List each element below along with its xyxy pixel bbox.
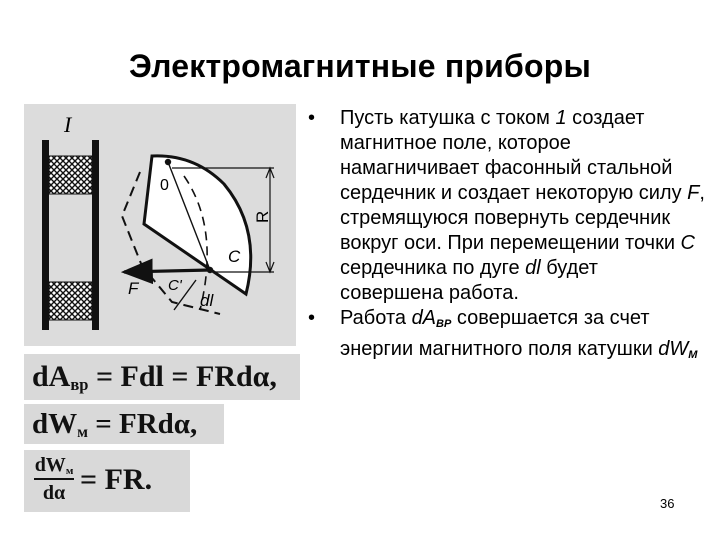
fraction-numerator-sub: м — [65, 464, 74, 477]
slide-title: Электромагнитные приборы — [129, 48, 591, 84]
bullet-text-run: ВР — [436, 317, 452, 330]
bullet-text-run: Работа — [340, 307, 412, 329]
bullet-item — [306, 306, 706, 368]
bullet-text-run: , стремящуюся повернуть сердечник вокруг оси. При перемещении точки — [340, 182, 705, 254]
formula-work-lhs-sub: вр — [70, 375, 89, 395]
bullet-text-run: сердечника по дуге — [340, 257, 526, 279]
force-label: F — [128, 279, 139, 298]
formula-work-lhs: dA — [32, 360, 71, 393]
bullet-text-run: dl — [525, 257, 541, 279]
bullet-text-run: М — [688, 348, 698, 361]
bullet-text-run: dA — [411, 307, 437, 329]
coil-drawing — [42, 140, 99, 330]
formula-derivative — [24, 450, 190, 512]
fraction — [34, 454, 74, 505]
electromagnet-diagram — [24, 104, 296, 346]
bullet-text-run: 1 — [555, 107, 567, 129]
bullet-text-run: будет совершена работа. — [340, 257, 598, 304]
bullet-dot: • — [308, 107, 316, 129]
diagram-svg — [24, 104, 296, 346]
fraction-numerator: dW — [34, 454, 66, 476]
bullet-text-run: Пусть катушка с током — [340, 107, 556, 129]
bullet-list — [306, 106, 706, 368]
formula-work-rhs: = Fdl = FRdα, — [88, 360, 277, 393]
formula-derivative-rhs: = FR. — [80, 463, 153, 496]
axis-label: 0 — [160, 177, 169, 194]
bullet-text-run: совершается за счет энергии магнитного поля катушки — [340, 307, 659, 360]
coil-label: I — [64, 112, 72, 137]
formula-energy-lhs-sub: м — [77, 423, 88, 441]
steel-core — [122, 156, 274, 314]
point-c-prime-label: C' — [168, 277, 182, 294]
bullet-text-run: F — [687, 182, 700, 204]
radius-label: R — [253, 210, 272, 223]
fraction-denominator: dα — [42, 482, 66, 504]
formula-energy-lhs: dW — [32, 408, 78, 440]
bullet-dot: • — [308, 307, 316, 329]
bullet-text-run: создает магнитное поле, которое намагничивает фасонный стальной сердечник и создает некоторую силу — [340, 107, 688, 204]
bullet-item — [306, 106, 706, 306]
formula-energy — [24, 404, 224, 444]
bullet-text-run: С — [680, 232, 695, 254]
formula-energy-rhs: = FRdα, — [88, 408, 198, 440]
formula-work — [24, 354, 300, 400]
dl-label: dl — [200, 291, 214, 310]
point-c-label: C — [228, 247, 241, 266]
page-number: 36 — [660, 496, 675, 511]
bullet-text-run: dW — [658, 337, 689, 360]
